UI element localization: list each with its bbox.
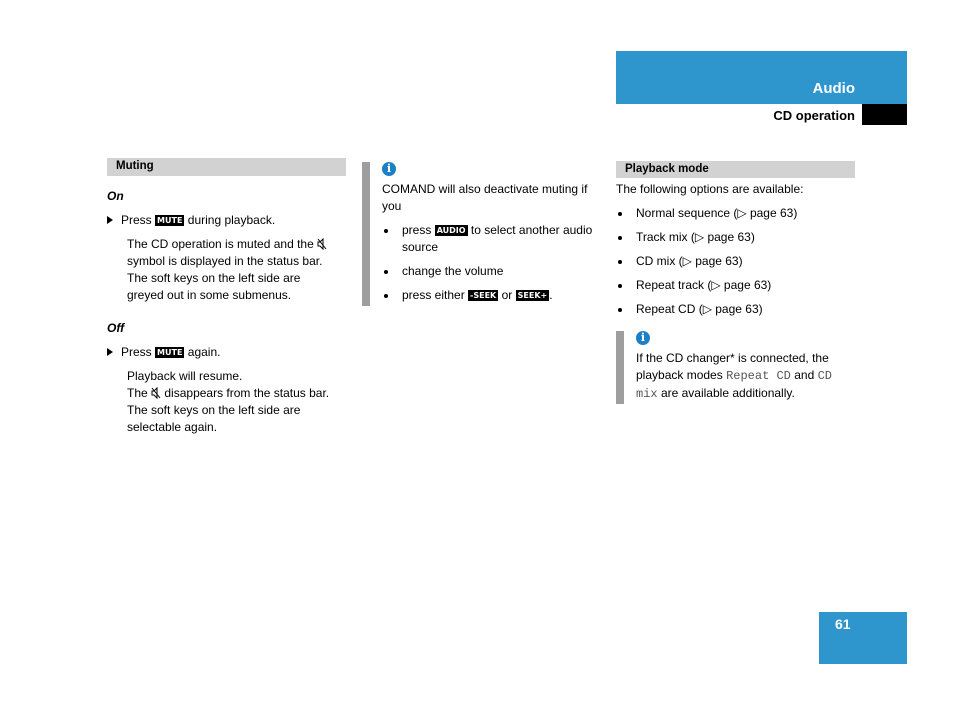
on-step xyxy=(107,212,352,229)
list-item: CD mix (▷ page 63) xyxy=(616,253,861,270)
playback-heading-text: Playback mode xyxy=(625,163,709,175)
on-step-post: during playback. xyxy=(187,213,276,227)
mute-key-icon: MUTE xyxy=(157,216,183,225)
off-step-pre: Press xyxy=(121,345,152,359)
info-box-playback xyxy=(636,329,856,403)
section-title: CD operation xyxy=(773,108,855,123)
off-step-post: again. xyxy=(187,345,221,359)
on-description xyxy=(107,236,352,304)
off-desc-4: selectable again. xyxy=(127,420,218,434)
playback-body xyxy=(616,181,861,325)
off-desc-1: Playback will resume. xyxy=(127,369,243,383)
info-text-3: are available additionally. xyxy=(660,386,795,400)
mode-cd-mix: CD mix xyxy=(636,369,832,401)
off-label: Off xyxy=(107,321,125,335)
playback-intro: The following options are available: xyxy=(616,182,804,196)
info-icon: i xyxy=(636,331,650,345)
on-label: On xyxy=(107,189,124,203)
muting-off-block xyxy=(107,320,352,436)
info-icon: i xyxy=(382,162,396,176)
seek-forward-key-icon: SEEK+ xyxy=(517,291,548,300)
mute-symbol-icon xyxy=(317,238,327,250)
list-item xyxy=(382,263,604,280)
on-step-pre: Press xyxy=(121,213,152,227)
mute-key-icon: MUTE xyxy=(157,348,183,357)
item-mid: or xyxy=(501,288,513,302)
info-bar xyxy=(362,162,370,306)
info-middle-list xyxy=(382,222,604,304)
list-item: Repeat CD (▷ page 63) xyxy=(616,301,861,318)
info-text-2: and xyxy=(794,368,815,382)
info-middle-text: COMAND will also deactivate muting if you xyxy=(382,182,588,213)
chapter-tab xyxy=(616,51,907,104)
off-step xyxy=(107,344,352,361)
audio-key-icon: AUDIO xyxy=(436,226,466,235)
step-arrow-icon xyxy=(107,348,113,356)
off-desc-3: The soft keys on the left side are xyxy=(127,403,301,417)
item-pre: press xyxy=(402,223,432,237)
chapter-title: Audio xyxy=(812,80,855,97)
item-post: to select another audio source xyxy=(402,223,593,254)
mute-symbol-icon xyxy=(151,387,161,399)
list-item: Track mix (▷ page 63) xyxy=(616,229,861,246)
off-description xyxy=(107,368,352,436)
list-item: Normal sequence (▷ page 63) xyxy=(616,205,861,222)
on-desc-2: symbol is displayed in the status bar. xyxy=(127,254,323,268)
section-marker xyxy=(862,104,907,125)
on-desc-4: greyed out in some submenus. xyxy=(127,288,292,302)
muting-on-block xyxy=(107,188,352,304)
section-tab xyxy=(616,104,907,125)
playback-info-text xyxy=(636,350,856,403)
on-desc-1: The CD operation is muted and the xyxy=(127,237,314,251)
info-bar xyxy=(616,331,624,404)
info-text-1: If the CD changer* is connected, the playback modes xyxy=(636,351,829,382)
playback-heading xyxy=(616,161,855,178)
list-item: Repeat track (▷ page 63) xyxy=(616,277,861,294)
page-number-box xyxy=(819,612,907,664)
list-item xyxy=(382,222,604,256)
on-desc-3: The soft keys on the left side are xyxy=(127,271,301,285)
off-desc-2-pre: The xyxy=(127,386,148,400)
muting-heading-text: Muting xyxy=(116,160,154,172)
page-number: 61 xyxy=(835,616,851,632)
mode-repeat-cd: Repeat CD xyxy=(726,369,791,383)
off-desc-2-post: disappears from the status bar. xyxy=(164,386,330,400)
item-post: . xyxy=(549,288,553,302)
info-box-middle xyxy=(382,160,604,311)
item-pre: press either xyxy=(402,288,465,302)
step-arrow-icon xyxy=(107,216,113,224)
seek-back-key-icon: -SEEK xyxy=(470,291,497,300)
item-text: change the volume xyxy=(402,264,504,278)
playback-options xyxy=(616,205,861,318)
muting-heading xyxy=(107,158,346,176)
list-item xyxy=(382,287,604,304)
